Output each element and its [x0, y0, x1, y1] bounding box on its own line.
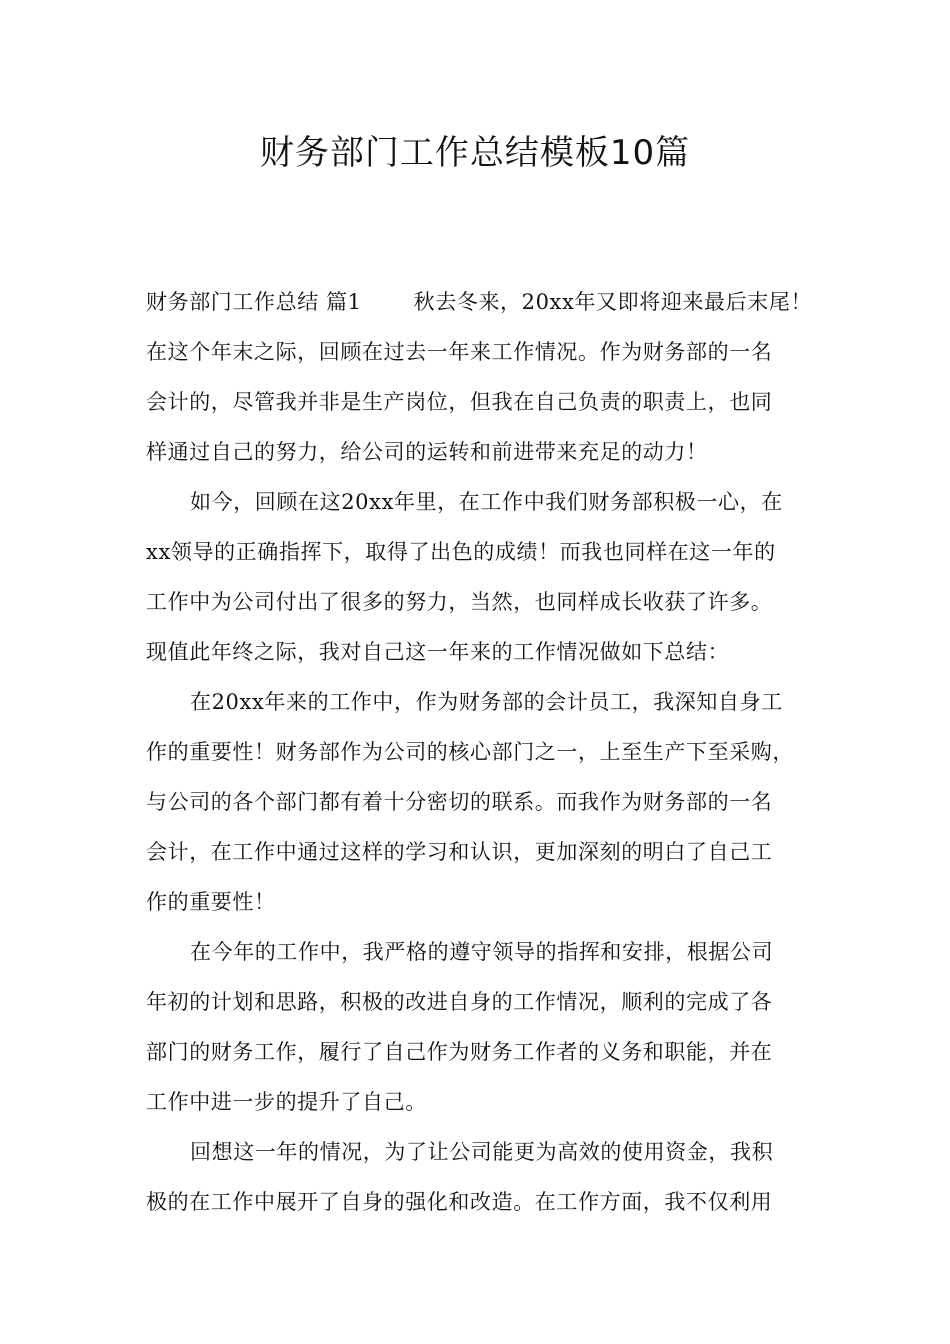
paragraph-first-line: 如今，回顾在这20xx年里，在工作中我们财务部积极一心，在	[190, 490, 783, 514]
document-title: 财务部门工作总结模板10篇	[259, 133, 691, 173]
paragraph-first-line: 回想这一年的情况，为了让公司能更为高效的使用资金，我积	[190, 1140, 774, 1164]
line-text: 秋去冬来，20xx年又即将迎来最后末尾！	[413, 290, 813, 314]
text-line: xx领导的正确指挥下，取得了出色的成绩！而我也同样在这一年的	[146, 540, 776, 564]
text-line	[146, 277, 836, 327]
text-line: 年初的计划和思路，积极的改进自身的工作情况，顺利的完成了各	[146, 990, 773, 1014]
text-line: 样通过自己的努力，给公司的运转和前进带来充足的动力！	[146, 440, 708, 464]
text-line: 部门的财务工作，履行了自己作为财务工作者的义务和职能，并在	[146, 1040, 773, 1064]
text-line: 工作中进一步的提升了自己。	[146, 1090, 427, 1114]
text-line: 工作中为公司付出了很多的努力，当然，也同样成长收获了许多。	[146, 590, 773, 614]
text-line: 现值此年终之际，我对自己这一年来的工作情况做如下总结：	[146, 640, 730, 664]
paragraph-first-line: 在今年的工作中，我严格的遵守领导的指挥和安排，根据公司	[190, 940, 774, 964]
text-line: 会计，在工作中通过这样的学习和认识，更加深刻的明白了自己工	[146, 840, 773, 864]
text-line: 作的重要性！财务部作为公司的核心部门之一，上至生产下至采购，	[146, 740, 794, 764]
text-line: 极的在工作中展开了自身的强化和改造。在工作方面，我不仅利用	[146, 1190, 773, 1214]
section-heading: 财务部门工作总结 篇1	[146, 290, 362, 314]
paragraph-first-line: 在20xx年来的工作中，作为财务部的会计员工，我深知自身工	[190, 690, 783, 714]
text-line: 会计的，尽管我并非是生产岗位，但我在自己负责的职责上，也同	[146, 390, 773, 414]
text-line: 在这个年末之际，回顾在过去一年来工作情况。作为财务部的一名	[146, 340, 773, 364]
text-line: 与公司的各个部门都有着十分密切的联系。而我作为财务部的一名	[146, 790, 773, 814]
text-line: 作的重要性！	[146, 890, 276, 914]
document-body	[146, 277, 836, 1227]
